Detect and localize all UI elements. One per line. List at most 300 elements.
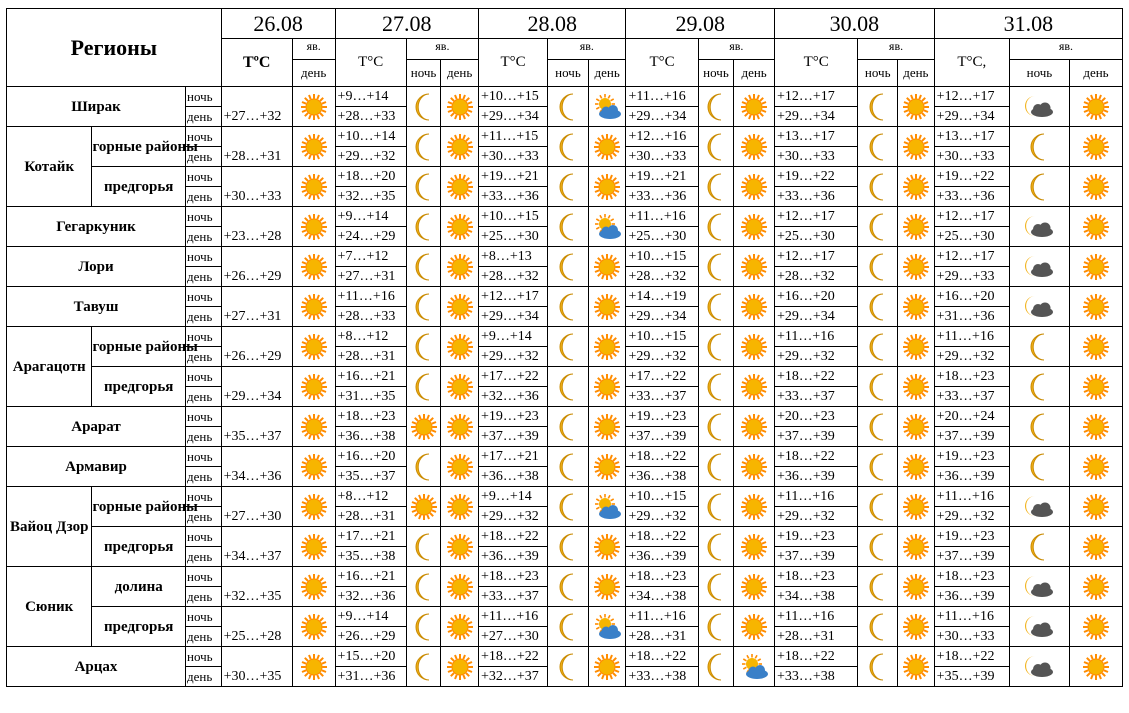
day-temp: +32…+36 — [478, 387, 547, 407]
day-label: день — [186, 267, 222, 287]
night-temp: +16…+20 — [335, 447, 406, 467]
moon-icon — [411, 212, 437, 242]
day-label: день — [186, 547, 222, 567]
night-temp: +18…+22 — [626, 447, 698, 467]
sun-icon — [446, 373, 474, 401]
sun-icon — [446, 253, 474, 281]
day-icon-cell — [734, 87, 775, 127]
sun-icon — [740, 533, 768, 561]
moon-icon — [411, 372, 437, 402]
night-icon-cell — [858, 207, 898, 247]
day-icon-cell — [734, 447, 775, 487]
night-icon-cell — [1009, 167, 1069, 207]
day-icon-cell — [588, 167, 626, 207]
day-icon-cell — [1069, 527, 1122, 567]
sun-icon — [902, 173, 930, 201]
day-temp: +37…+39 — [626, 427, 698, 447]
day-label: день — [186, 107, 222, 127]
moon-cloud-icon — [1023, 573, 1055, 601]
day-icon-cell — [898, 87, 935, 127]
day-temp: +36…+39 — [934, 587, 1009, 607]
moon-icon — [703, 92, 729, 122]
sun-icon — [740, 253, 768, 281]
region-name: Ширак — [7, 87, 186, 127]
day-icon-cell — [441, 207, 479, 247]
day-temp: +25…+30 — [478, 227, 547, 247]
day-label: день — [186, 387, 222, 407]
moon-icon — [411, 652, 437, 682]
night-temp: +16…+20 — [774, 287, 857, 307]
temp-value-26: +30…+35 — [221, 647, 292, 687]
sun-icon — [300, 93, 328, 121]
sun-icon — [300, 533, 328, 561]
sun-icon — [1082, 213, 1110, 241]
sun-icon — [740, 173, 768, 201]
sun-cloud-icon — [592, 613, 622, 641]
table-row — [7, 127, 1123, 147]
sun-icon — [1082, 533, 1110, 561]
day-temp: +28…+33 — [335, 107, 406, 127]
day-icon-cell — [441, 327, 479, 367]
date-header: 26.08 — [221, 9, 335, 39]
moon-cloud-icon — [1023, 93, 1055, 121]
night-icon-cell — [698, 527, 734, 567]
night-temp: +19…+23 — [478, 407, 547, 427]
day-temp: +33…+38 — [626, 667, 698, 687]
day-icon-cell — [588, 327, 626, 367]
day-icon-cell — [441, 287, 479, 327]
night-temp: +18…+22 — [626, 527, 698, 547]
day-icon-cell — [441, 367, 479, 407]
moon-icon — [703, 612, 729, 642]
subregion-name: предгорья — [92, 167, 186, 207]
temp-header: T°C — [478, 39, 547, 87]
day-icon-cell — [734, 367, 775, 407]
night-temp: +18…+22 — [934, 647, 1009, 667]
weather-icon-cell — [292, 407, 335, 447]
moon-icon — [411, 92, 437, 122]
table-row — [7, 447, 1123, 467]
day-temp: +36…+39 — [626, 547, 698, 567]
night-temp: +19…+23 — [774, 527, 857, 547]
day-temp: +31…+36 — [934, 307, 1009, 327]
night-icon-cell — [406, 607, 441, 647]
night-label: ночь — [186, 127, 222, 147]
day-icon-cell — [898, 527, 935, 567]
moon-cloud-icon — [1023, 293, 1055, 321]
moon-icon — [555, 92, 581, 122]
night-temp: +11…+16 — [774, 607, 857, 627]
day-temp: +33…+37 — [478, 587, 547, 607]
sun-icon — [740, 293, 768, 321]
day-icon-cell — [734, 527, 775, 567]
sun-icon — [446, 93, 474, 121]
day-temp: +29…+32 — [335, 147, 406, 167]
night-temp: +17…+21 — [335, 527, 406, 547]
night-icon-cell — [1009, 207, 1069, 247]
day-temp: +29…+32 — [478, 507, 547, 527]
day-temp: +29…+34 — [626, 307, 698, 327]
night-temp: +20…+23 — [774, 407, 857, 427]
night-temp: +19…+23 — [934, 527, 1009, 547]
day-temp: +29…+34 — [478, 307, 547, 327]
temp-value-26: +28…+31 — [221, 127, 292, 167]
night-temp: +8…+12 — [335, 487, 406, 507]
table-row — [7, 607, 1123, 627]
day-header: день — [588, 60, 626, 87]
region-name: Гегаркуник — [7, 207, 186, 247]
moon-icon — [865, 572, 891, 602]
moon-icon — [703, 652, 729, 682]
night-label: ночь — [186, 367, 222, 387]
moon-icon — [865, 372, 891, 402]
night-temp: +19…+22 — [934, 167, 1009, 187]
night-temp: +12…+17 — [478, 287, 547, 307]
moon-icon — [1026, 372, 1052, 402]
night-icon-cell — [1009, 127, 1069, 167]
night-icon-cell — [698, 87, 734, 127]
temp-value-26: +26…+29 — [221, 327, 292, 367]
moon-icon — [411, 132, 437, 162]
night-temp: +8…+13 — [478, 247, 547, 267]
day-temp: +31…+36 — [335, 667, 406, 687]
day-temp: +35…+37 — [335, 467, 406, 487]
day-temp: +33…+36 — [934, 187, 1009, 207]
night-icon-cell — [858, 487, 898, 527]
day-icon-cell — [1069, 87, 1122, 127]
moon-icon — [555, 612, 581, 642]
region-name: Тавуш — [7, 287, 186, 327]
night-icon-cell — [548, 607, 589, 647]
night-temp: +11…+16 — [478, 607, 547, 627]
day-temp: +28…+33 — [335, 307, 406, 327]
weather-icon-cell — [292, 567, 335, 607]
region-name: Лори — [7, 247, 186, 287]
phenomena-header: яв. — [406, 39, 478, 60]
phenomena-header: яв. — [1009, 39, 1122, 60]
day-icon-cell — [898, 207, 935, 247]
night-label: ночь — [186, 567, 222, 587]
temp-header: T°C — [626, 39, 698, 87]
day-temp: +29…+32 — [626, 507, 698, 527]
sun-icon — [740, 373, 768, 401]
day-icon-cell — [734, 247, 775, 287]
night-temp: +10…+15 — [478, 207, 547, 227]
night-label: ночь — [186, 527, 222, 547]
night-temp: +9…+14 — [335, 207, 406, 227]
sun-icon — [300, 133, 328, 161]
sun-icon — [902, 333, 930, 361]
night-icon-cell — [406, 647, 441, 687]
temp-value-26: +27…+32 — [221, 87, 292, 127]
night-temp: +11…+16 — [774, 327, 857, 347]
temp-value-26: +34…+36 — [221, 447, 292, 487]
night-temp: +11…+15 — [478, 127, 547, 147]
night-temp: +18…+23 — [478, 567, 547, 587]
night-icon-cell — [1009, 527, 1069, 567]
night-icon-cell — [698, 407, 734, 447]
day-temp: +30…+33 — [626, 147, 698, 167]
day-label: день — [186, 627, 222, 647]
day-icon-cell — [441, 167, 479, 207]
sun-cloud-icon — [739, 653, 769, 681]
weather-icon-cell — [292, 327, 335, 367]
sun-icon — [740, 133, 768, 161]
day-label: день — [186, 307, 222, 327]
day-icon-cell — [441, 407, 479, 447]
night-temp: +18…+23 — [934, 567, 1009, 587]
night-label: ночь — [186, 87, 222, 107]
day-icon-cell — [734, 327, 775, 367]
moon-icon — [703, 332, 729, 362]
weather-icon-cell — [292, 247, 335, 287]
moon-icon — [703, 132, 729, 162]
night-icon-cell — [406, 87, 441, 127]
day-icon-cell — [441, 487, 479, 527]
night-icon-cell — [548, 527, 589, 567]
day-temp: +29…+32 — [478, 347, 547, 367]
day-icon-cell — [734, 567, 775, 607]
night-temp: +18…+22 — [774, 447, 857, 467]
night-icon-cell — [548, 327, 589, 367]
day-label: день — [186, 147, 222, 167]
moon-icon — [411, 452, 437, 482]
night-temp: +16…+21 — [335, 567, 406, 587]
table-row — [7, 487, 1123, 507]
weather-icon-cell — [292, 207, 335, 247]
night-header: ночь — [1009, 60, 1069, 87]
night-icon-cell — [1009, 647, 1069, 687]
sun-icon — [593, 293, 621, 321]
forecast-table — [6, 8, 1123, 687]
night-temp: +10…+14 — [335, 127, 406, 147]
sun-icon — [902, 93, 930, 121]
night-icon-cell — [406, 487, 441, 527]
day-icon-cell — [441, 647, 479, 687]
moon-icon — [865, 212, 891, 242]
moon-icon — [865, 132, 891, 162]
phenomena-header: яв. — [698, 39, 774, 60]
sun-icon — [740, 613, 768, 641]
date-header: 30.08 — [774, 9, 934, 39]
night-icon-cell — [548, 87, 589, 127]
night-temp: +12…+17 — [934, 247, 1009, 267]
night-icon-cell — [698, 207, 734, 247]
night-header: ночь — [858, 60, 898, 87]
moon-icon — [703, 452, 729, 482]
day-icon-cell — [1069, 207, 1122, 247]
night-icon-cell — [548, 247, 589, 287]
sun-icon — [410, 493, 438, 521]
night-temp: +9…+14 — [335, 87, 406, 107]
weather-icon-cell — [292, 647, 335, 687]
table-row — [7, 247, 1123, 267]
day-temp: +30…+33 — [478, 147, 547, 167]
day-temp: +27…+30 — [478, 627, 547, 647]
temp-value-26: +25…+28 — [221, 607, 292, 647]
night-temp: +18…+22 — [774, 647, 857, 667]
moon-icon — [703, 412, 729, 442]
day-icon-cell — [588, 567, 626, 607]
moon-icon — [411, 332, 437, 362]
day-temp: +33…+37 — [626, 387, 698, 407]
moon-icon — [555, 292, 581, 322]
sun-icon — [740, 573, 768, 601]
day-icon-cell — [898, 167, 935, 207]
moon-icon — [865, 252, 891, 282]
night-temp: +20…+24 — [934, 407, 1009, 427]
day-temp: +33…+36 — [626, 187, 698, 207]
sun-icon — [300, 173, 328, 201]
day-temp: +29…+32 — [774, 507, 857, 527]
day-temp: +29…+32 — [934, 347, 1009, 367]
night-icon-cell — [858, 327, 898, 367]
day-icon-cell — [441, 447, 479, 487]
moon-icon — [555, 212, 581, 242]
day-temp: +28…+32 — [478, 267, 547, 287]
moon-icon — [703, 212, 729, 242]
day-temp: +33…+37 — [934, 387, 1009, 407]
night-temp: +13…+17 — [774, 127, 857, 147]
night-icon-cell — [406, 327, 441, 367]
day-icon-cell — [898, 487, 935, 527]
sun-icon — [593, 173, 621, 201]
night-temp: +12…+17 — [774, 87, 857, 107]
night-icon-cell — [548, 207, 589, 247]
sun-icon — [300, 333, 328, 361]
sun-icon — [1082, 493, 1110, 521]
subregion-name: предгорья — [92, 367, 186, 407]
day-icon-cell — [1069, 647, 1122, 687]
day-icon-cell — [588, 487, 626, 527]
day-temp: +30…+33 — [934, 147, 1009, 167]
night-icon-cell — [858, 607, 898, 647]
night-icon-cell — [1009, 567, 1069, 607]
night-label: ночь — [186, 447, 222, 467]
sun-icon — [902, 453, 930, 481]
night-icon-cell — [698, 647, 734, 687]
weather-icon-cell — [292, 607, 335, 647]
table-row — [7, 207, 1123, 227]
temp-value-26: +32…+35 — [221, 567, 292, 607]
night-icon-cell — [548, 647, 589, 687]
moon-icon — [1026, 412, 1052, 442]
day-temp: +34…+38 — [626, 587, 698, 607]
sun-icon — [593, 253, 621, 281]
sun-icon — [1082, 413, 1110, 441]
day-temp: +30…+33 — [774, 147, 857, 167]
phenomena-header: яв. — [292, 39, 335, 60]
day-temp: +33…+38 — [774, 667, 857, 687]
day-temp: +25…+30 — [774, 227, 857, 247]
day-icon-cell — [1069, 567, 1122, 607]
subregion-name: горные районы — [92, 327, 186, 367]
night-temp: +18…+20 — [335, 167, 406, 187]
day-icon-cell — [588, 287, 626, 327]
night-temp: +19…+21 — [626, 167, 698, 187]
night-icon-cell — [858, 527, 898, 567]
temp-value-26: +30…+33 — [221, 167, 292, 207]
sun-icon — [300, 213, 328, 241]
day-temp: +28…+31 — [335, 347, 406, 367]
moon-icon — [555, 652, 581, 682]
weather-icon-cell — [292, 87, 335, 127]
sun-icon — [593, 573, 621, 601]
day-temp: +29…+34 — [774, 307, 857, 327]
night-temp: +7…+12 — [335, 247, 406, 267]
night-temp: +10…+15 — [626, 327, 698, 347]
day-temp: +34…+38 — [774, 587, 857, 607]
day-temp: +29…+32 — [626, 347, 698, 367]
night-icon-cell — [406, 287, 441, 327]
night-icon-cell — [1009, 327, 1069, 367]
day-temp: +26…+29 — [335, 627, 406, 647]
sun-icon — [902, 373, 930, 401]
day-icon-cell — [1069, 447, 1122, 487]
night-icon-cell — [1009, 287, 1069, 327]
moon-cloud-icon — [1023, 213, 1055, 241]
day-header: день — [898, 60, 935, 87]
moon-icon — [555, 332, 581, 362]
day-temp: +36…+38 — [478, 467, 547, 487]
night-icon-cell — [548, 367, 589, 407]
day-icon-cell — [898, 367, 935, 407]
sun-icon — [740, 213, 768, 241]
night-icon-cell — [1009, 367, 1069, 407]
night-icon-cell — [406, 407, 441, 447]
night-temp: +10…+15 — [626, 247, 698, 267]
sun-icon — [300, 453, 328, 481]
moon-icon — [865, 652, 891, 682]
night-temp: +18…+22 — [626, 647, 698, 667]
night-temp: +14…+19 — [626, 287, 698, 307]
moon-icon — [411, 612, 437, 642]
day-icon-cell — [898, 447, 935, 487]
subregion-name: предгорья — [92, 607, 186, 647]
day-label: день — [186, 467, 222, 487]
day-icon-cell — [588, 247, 626, 287]
day-icon-cell — [898, 567, 935, 607]
night-icon-cell — [698, 367, 734, 407]
day-icon-cell — [1069, 167, 1122, 207]
night-icon-cell — [858, 567, 898, 607]
weather-icon-cell — [292, 287, 335, 327]
moon-icon — [555, 532, 581, 562]
day-icon-cell — [588, 447, 626, 487]
night-icon-cell — [548, 487, 589, 527]
date-header: 31.08 — [934, 9, 1122, 39]
moon-icon — [703, 532, 729, 562]
sun-icon — [740, 453, 768, 481]
day-icon-cell — [441, 127, 479, 167]
day-icon-cell — [588, 647, 626, 687]
night-temp: +19…+23 — [934, 447, 1009, 467]
night-header: ночь — [548, 60, 589, 87]
day-icon-cell — [898, 647, 935, 687]
sun-icon — [593, 533, 621, 561]
night-icon-cell — [698, 287, 734, 327]
sun-icon — [1082, 253, 1110, 281]
sun-icon — [300, 613, 328, 641]
night-temp: +12…+17 — [934, 207, 1009, 227]
day-temp: +36…+38 — [335, 427, 406, 447]
night-temp: +11…+16 — [774, 487, 857, 507]
subregion-name: горные районы — [92, 127, 186, 167]
night-temp: +19…+23 — [626, 407, 698, 427]
sun-icon — [902, 533, 930, 561]
night-label: ночь — [186, 607, 222, 627]
sun-cloud-icon — [592, 213, 622, 241]
